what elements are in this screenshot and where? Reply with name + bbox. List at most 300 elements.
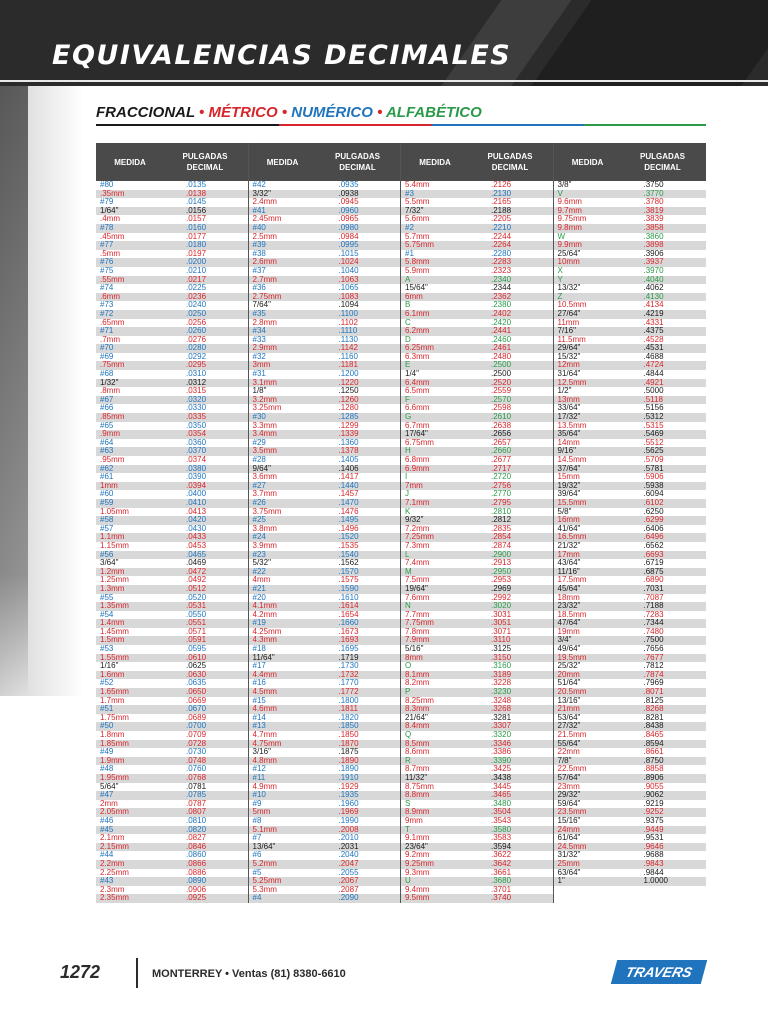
cell-medida: 4.25mm — [252, 627, 282, 636]
table-row — [554, 731, 707, 740]
cell-decimal: .1496 — [338, 523, 359, 533]
cell-decimal: .0760 — [186, 764, 207, 774]
cell-decimal: .0138 — [186, 188, 207, 198]
table-row — [554, 430, 707, 439]
cell-medida: 7/64" — [252, 301, 271, 310]
cell-medida: 8.7mm — [405, 765, 430, 774]
cell-decimal: .3898 — [643, 240, 664, 250]
cell-medida: 9.75mm — [557, 215, 587, 224]
table-row — [249, 293, 401, 302]
table-row — [401, 636, 553, 645]
cell-decimal: .0781 — [186, 781, 207, 791]
table-row — [401, 860, 553, 869]
table-row — [249, 361, 401, 370]
cell-decimal: .1732 — [338, 669, 359, 679]
table-row — [249, 869, 401, 878]
cell-decimal: .2657 — [491, 437, 512, 447]
cell-medida: 13/64" — [252, 842, 276, 851]
cell-decimal: .1820 — [338, 712, 359, 722]
cell-decimal: .3438 — [491, 772, 512, 782]
table-row — [401, 267, 553, 276]
table-row — [401, 258, 553, 267]
cell-decimal: .1969 — [338, 807, 359, 817]
cell-medida: 5.1mm — [252, 825, 277, 834]
table-row — [96, 705, 248, 714]
cell-medida: 5.8mm — [405, 258, 430, 267]
cell-medida: #51 — [100, 705, 114, 714]
cell-decimal: .1440 — [338, 480, 359, 490]
cell-decimal: .3750 — [643, 180, 664, 189]
table-row — [249, 585, 401, 594]
cell-medida: #78 — [100, 223, 114, 232]
cell-medida: 9.2mm — [405, 851, 430, 860]
cell-decimal: .7677 — [643, 652, 664, 662]
table-row — [249, 808, 401, 817]
cell-decimal: .1260 — [338, 394, 359, 404]
table-row — [249, 645, 401, 654]
table-row — [249, 319, 401, 328]
table-row — [249, 662, 401, 671]
table-row — [249, 602, 401, 611]
cell-decimal: .3248 — [491, 695, 512, 705]
subtitle-separator: • — [372, 104, 386, 121]
table-row — [401, 808, 553, 817]
cell-medida: X — [557, 266, 563, 275]
table-row — [96, 636, 248, 645]
cell-decimal: .2500 — [491, 360, 512, 370]
cell-decimal: .1929 — [338, 781, 359, 791]
cell-decimal: .3445 — [491, 781, 512, 791]
cell-decimal: .1910 — [338, 772, 359, 782]
table-body — [96, 181, 248, 903]
table-row — [96, 499, 248, 508]
cell-medida: 7.5mm — [405, 576, 430, 585]
cell-medida: 1" — [557, 877, 565, 886]
table-row — [554, 353, 707, 362]
table-row — [554, 516, 707, 525]
table-row — [554, 361, 707, 370]
cell-medida: #19 — [252, 619, 266, 628]
cell-medida: #48 — [100, 765, 114, 774]
cell-medida: #39 — [252, 241, 266, 250]
table-row — [249, 740, 401, 749]
cell-decimal: .4844 — [643, 369, 664, 379]
cell-decimal: .2950 — [491, 566, 512, 576]
cell-decimal: .1575 — [338, 575, 359, 585]
cell-decimal: .2656 — [491, 429, 512, 439]
cell-decimal: .2126 — [491, 180, 512, 189]
table-row — [249, 654, 401, 663]
cell-decimal: .0935 — [338, 180, 359, 189]
table-row — [249, 551, 401, 560]
cell-medida: 5.25mm — [252, 877, 282, 886]
cell-decimal: .3680 — [491, 876, 512, 886]
cell-medida: 9.4mm — [405, 885, 430, 894]
cell-decimal: .0380 — [186, 463, 207, 473]
cell-decimal: .3268 — [491, 704, 512, 714]
cell-medida: 1.7mm — [100, 696, 125, 705]
cell-decimal: .0595 — [186, 644, 207, 654]
cell-medida: 11/16" — [557, 567, 580, 576]
cell-decimal: .3230 — [491, 687, 512, 697]
table-row — [249, 379, 401, 388]
cell-decimal: .3281 — [491, 712, 512, 722]
header-medida: MEDIDA — [571, 157, 604, 167]
cell-decimal: .3480 — [491, 798, 512, 808]
cell-decimal: .0240 — [186, 300, 207, 310]
cell-medida: 24.5mm — [557, 842, 587, 851]
subtitle-separator: • — [277, 104, 292, 121]
cell-medida: 27/32" — [557, 722, 581, 731]
table-row — [96, 800, 248, 809]
table-body — [249, 181, 401, 903]
table-row — [249, 542, 401, 551]
table-row — [401, 250, 553, 259]
cell-decimal: .1250 — [338, 386, 359, 396]
cell-medida: 8.25mm — [405, 696, 434, 705]
cell-decimal: .8268 — [643, 704, 664, 714]
page-header — [0, 0, 768, 86]
cell-decimal: .0370 — [186, 446, 207, 456]
cell-medida: #44 — [100, 851, 114, 860]
cell-decimal: .8465 — [643, 730, 664, 739]
cell-decimal: .2280 — [491, 248, 512, 258]
cell-decimal: .2031 — [338, 841, 359, 851]
cell-decimal: .5118 — [643, 394, 663, 404]
cell-medida: 23mm — [557, 782, 580, 791]
table-row — [401, 757, 553, 766]
table-row — [96, 181, 248, 190]
cell-decimal: .0156 — [186, 205, 207, 215]
table-row — [554, 198, 707, 207]
cell-decimal: .1160 — [338, 351, 358, 361]
cell-medida: #43 — [100, 877, 114, 886]
cell-medida: 4.8mm — [252, 756, 277, 765]
cell-decimal: .1200 — [338, 369, 359, 379]
cell-decimal: .1520 — [338, 532, 359, 542]
table-row — [249, 301, 401, 310]
subtitle — [96, 104, 482, 121]
cell-decimal: .0420 — [186, 515, 207, 525]
table-row — [401, 731, 553, 740]
table-row — [401, 774, 553, 783]
cell-decimal: .1850 — [338, 721, 359, 731]
cell-decimal: .3071 — [491, 626, 512, 636]
cell-decimal: .1800 — [338, 695, 359, 705]
cell-decimal: .1811 — [338, 704, 358, 714]
cell-decimal: .3583 — [491, 833, 512, 843]
cell-decimal: .2244 — [491, 231, 512, 241]
cell-decimal: .2900 — [491, 549, 512, 559]
cell-medida: S — [405, 799, 411, 808]
cell-medida: 18mm — [557, 593, 580, 602]
cell-medida: #2 — [405, 223, 414, 232]
cell-decimal: .9055 — [643, 781, 664, 791]
table-row — [96, 344, 248, 353]
table-row — [249, 473, 401, 482]
cell-decimal: .6250 — [643, 506, 664, 516]
cell-medida: 6.8mm — [405, 456, 430, 464]
table-row — [249, 748, 401, 757]
cell-medida: .95mm — [100, 456, 125, 464]
cell-decimal: .0670 — [186, 704, 207, 714]
cell-decimal: .0785 — [186, 790, 207, 800]
table-row — [401, 611, 553, 620]
cell-decimal: .3580 — [491, 824, 512, 834]
table-column — [554, 143, 707, 903]
table-row — [554, 267, 707, 276]
cell-decimal: .2610 — [491, 412, 512, 422]
cell-medida: #34 — [252, 327, 266, 336]
cell-decimal: .0860 — [186, 850, 207, 860]
table-row — [249, 679, 401, 688]
cell-decimal: .5469 — [643, 429, 664, 439]
cell-decimal: .0960 — [338, 205, 359, 215]
cell-decimal: .8594 — [643, 738, 664, 748]
cell-medida: 3.3mm — [252, 421, 277, 430]
table-row — [249, 533, 401, 542]
cell-decimal: .7500 — [643, 635, 664, 645]
cell-decimal: .0728 — [186, 738, 207, 748]
cell-decimal: .2264 — [491, 240, 512, 250]
cell-medida: 2.2mm — [100, 859, 125, 868]
table-column — [401, 143, 554, 903]
table-row — [249, 465, 401, 474]
table-row — [554, 808, 707, 817]
cell-medida: E — [405, 361, 411, 370]
table-row — [554, 327, 707, 336]
cell-decimal: .0453 — [186, 540, 207, 550]
cell-medida: Y — [557, 275, 563, 284]
cell-medida: 6.7mm — [405, 421, 430, 430]
cell-decimal: .1719 — [338, 652, 359, 662]
cell-decimal: .8281 — [643, 712, 664, 722]
table-row — [401, 344, 553, 353]
cell-decimal: .1495 — [338, 515, 359, 525]
table-row — [96, 860, 248, 869]
cell-decimal: .4688 — [643, 351, 664, 361]
cell-medida: 2.3mm — [100, 885, 125, 894]
cell-decimal: .1100 — [338, 308, 358, 318]
table-row — [249, 482, 401, 491]
cell-decimal: .0787 — [186, 798, 207, 808]
cell-medida: 15/64" — [405, 284, 428, 293]
table-row — [249, 516, 401, 525]
cell-decimal: .0354 — [186, 429, 207, 439]
cell-medida: 5/16" — [405, 645, 424, 654]
cell-decimal: .1181 — [338, 360, 358, 370]
cell-medida: 43/64" — [557, 559, 581, 568]
cell-medida: 10mm — [557, 258, 580, 267]
cell-decimal: .2055 — [338, 867, 359, 877]
cell-medida: 23/32" — [557, 602, 581, 611]
cell-medida: #18 — [252, 645, 266, 654]
cell-medida: #26 — [252, 498, 266, 507]
cell-medida: 1/32" — [100, 378, 119, 387]
table-row — [96, 241, 248, 250]
table-row — [96, 310, 248, 319]
table-row — [554, 551, 707, 560]
cell-decimal: .1360 — [338, 437, 359, 447]
table-row — [554, 276, 707, 285]
cell-medida: 1.6mm — [100, 670, 125, 679]
cell-medida: 8.4mm — [405, 722, 430, 731]
table-row — [96, 190, 248, 199]
table-row — [249, 387, 401, 396]
table-row — [554, 783, 707, 792]
cell-medida: 4.6mm — [252, 705, 277, 714]
cell-decimal: .0295 — [186, 360, 207, 370]
cell-medida: 5.3mm — [252, 885, 277, 894]
table-row — [554, 774, 707, 783]
cell-medida: 4.1mm — [252, 602, 277, 611]
table-row — [554, 404, 707, 413]
table-row — [249, 327, 401, 336]
table-row — [96, 267, 248, 276]
table-row — [401, 817, 553, 826]
table-row — [249, 671, 401, 680]
table-row — [554, 310, 707, 319]
cell-decimal: .2040 — [338, 850, 359, 860]
cell-medida: 10.5mm — [557, 301, 587, 310]
table-row — [554, 473, 707, 482]
cell-medida: 23/64" — [405, 842, 428, 851]
cell-medida: 59/64" — [557, 799, 581, 808]
table-row — [96, 327, 248, 336]
cell-decimal: .2854 — [491, 532, 512, 542]
cell-medida: .9mm — [100, 430, 120, 439]
cell-decimal: .1562 — [338, 558, 359, 568]
cell-medida: 7/16" — [557, 327, 576, 336]
cell-medida: 19.5mm — [557, 653, 587, 662]
table-row — [96, 276, 248, 285]
table-row — [401, 765, 553, 774]
table-row — [96, 774, 248, 783]
page-footer — [0, 958, 768, 1024]
cell-decimal: .9844 — [643, 867, 664, 877]
cell-decimal: .0995 — [338, 240, 359, 250]
cell-decimal: .2047 — [338, 858, 359, 868]
cell-decimal: .0180 — [186, 240, 207, 250]
table-row — [249, 826, 401, 835]
cell-decimal: .6890 — [643, 575, 664, 585]
table-row — [96, 542, 248, 551]
cell-decimal: .2461 — [491, 343, 512, 353]
table-row — [249, 181, 401, 190]
cell-medida: #20 — [252, 593, 266, 602]
table-row — [96, 224, 248, 233]
cell-decimal: .2913 — [491, 558, 512, 568]
cell-medida: V — [557, 189, 563, 198]
cell-medida: #38 — [252, 249, 266, 258]
table-row — [401, 301, 553, 310]
cell-medida: 21/64" — [405, 713, 428, 722]
cell-decimal: .0709 — [186, 730, 207, 739]
cell-medida: 2mm — [100, 799, 118, 808]
table-row — [96, 834, 248, 843]
cell-medida: 9/64" — [252, 464, 271, 473]
cell-decimal: .4040 — [643, 274, 664, 284]
cell-medida: #74 — [100, 284, 114, 293]
cell-decimal: .2953 — [491, 575, 512, 585]
table-row — [249, 714, 401, 723]
table-row — [96, 490, 248, 499]
cell-decimal: .1470 — [338, 497, 359, 507]
table-row — [249, 250, 401, 259]
table-row — [554, 791, 707, 800]
cell-decimal: .1285 — [338, 412, 359, 422]
table-row — [249, 456, 401, 465]
cell-decimal: .1476 — [338, 506, 359, 516]
cell-medida: 9/16" — [557, 447, 576, 456]
header-medida: MEDIDA — [266, 157, 299, 167]
table-row — [96, 258, 248, 267]
cell-medida: 4.9mm — [252, 782, 277, 791]
table-row — [96, 551, 248, 560]
table-header — [249, 143, 401, 181]
table-row — [401, 404, 553, 413]
cell-decimal: .3160 — [491, 661, 512, 671]
cell-medida: 5.2mm — [252, 859, 277, 868]
table-row — [249, 258, 401, 267]
footer-divider — [136, 958, 138, 988]
cell-decimal: .3189 — [491, 669, 512, 679]
cell-decimal: 1.0000 — [643, 876, 668, 886]
table-row — [554, 611, 707, 620]
table-row — [401, 886, 553, 895]
table-row — [249, 636, 401, 645]
cell-medida: 3.9mm — [252, 541, 277, 550]
table-row — [554, 714, 707, 723]
table-row — [401, 319, 553, 328]
cell-medida: 9.9mm — [557, 241, 582, 250]
cell-decimal: .4062 — [643, 283, 664, 293]
cell-decimal: .9375 — [643, 815, 664, 825]
table-row — [554, 490, 707, 499]
cell-decimal: .0669 — [186, 695, 207, 705]
table-row — [96, 233, 248, 242]
cell-decimal: .1024 — [338, 257, 359, 267]
cell-medida: 1/8" — [252, 387, 267, 396]
table-row — [249, 611, 401, 620]
cell-decimal: .0820 — [186, 824, 207, 834]
cell-medida: I — [405, 473, 408, 482]
table-row — [96, 293, 248, 302]
table-row — [554, 233, 707, 242]
cell-medida: 1.95mm — [100, 773, 129, 782]
cell-medida: U — [405, 877, 411, 886]
cell-medida: 5.4mm — [405, 181, 430, 189]
cell-medida: 5/32" — [252, 559, 271, 568]
table-row — [554, 499, 707, 508]
cell-decimal: .0886 — [186, 867, 207, 877]
cell-medida: 35/64" — [557, 430, 581, 439]
cell-medida: 22mm — [557, 748, 580, 757]
cell-medida: 13.5mm — [557, 421, 587, 430]
cell-decimal: .0315 — [186, 386, 207, 396]
cell-decimal: .7874 — [643, 669, 664, 679]
header-pulgadas: PULGADAS DECIMAL — [335, 152, 380, 172]
table-row — [249, 447, 401, 456]
cell-decimal: .3819 — [643, 205, 664, 215]
cell-decimal: .2756 — [491, 480, 512, 490]
cell-decimal: .9646 — [643, 841, 664, 851]
cell-decimal: .0965 — [338, 214, 359, 224]
table-row — [249, 499, 401, 508]
cell-medida: N — [405, 602, 411, 611]
table-row — [401, 800, 553, 809]
cell-medida: #69 — [100, 352, 114, 361]
